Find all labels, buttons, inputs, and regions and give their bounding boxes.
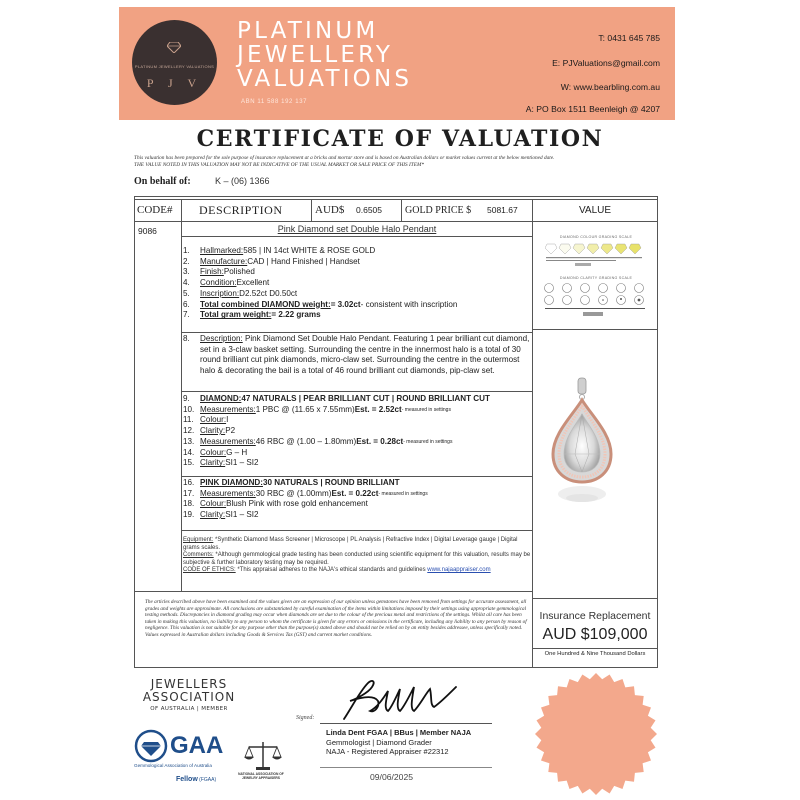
line-number: 17.: [183, 488, 195, 498]
signer-title: Gemmologist | Diamond Grader: [326, 738, 432, 747]
list-item: [183, 405, 531, 416]
clarity-grading-scale: [543, 282, 647, 318]
line-number: 19.: [183, 510, 195, 520]
testing-notes: [183, 537, 531, 575]
email-address: E: PJValuations@gmail.com: [552, 58, 660, 68]
field-value: SI1 – SI2: [225, 510, 259, 520]
field-note: - consistent with inscription: [360, 299, 458, 309]
value-image-border: [533, 598, 657, 599]
list-item: [183, 510, 531, 521]
field-value: 585 | IN 14ct WHITE & ROSE GOLD: [243, 246, 376, 255]
disclaimer-text: The articles described above have been examined and the values given are an expression of our opinion unless gemstones have been removed from settings for accurate assessment, all grades and weights are approximate. All conclusions are substantiated by careful examination of the items within limitations imposed by their settings using appropriate gemmological testing methods. Discrepancies in diamond grading may occur when diamonds are set due to the colour of the precious metal and restrictions of the settings. Whilst all care has been taken in making this valuation, no liability to any person to whom the certificate is given for any errors or omissions in the certificate, including any liability to any person by reason of negligence. This valuation is not suitable for any purpose other than the purpose(s) stated above and should not be relied on by an entity besides addressee, unless specifically noted. Values expressed in Australian dollars including Goods & Services Tax (GST) and current market conditions.: [145, 599, 527, 638]
code-header: CODE#: [137, 204, 173, 216]
line-number: 8.: [183, 334, 190, 343]
line-number: 6.: [183, 299, 190, 309]
line-number: 12.: [183, 426, 195, 436]
group2-border: [182, 391, 532, 392]
field-value: I: [226, 415, 229, 425]
gaa-diamond-icon: [134, 729, 168, 763]
equipment-text: *Synthetic Diamond Mass Screener | Microscope | PL Analysis | Refractive Index | Digital Leverage gauge | Digital grams scales.: [183, 537, 518, 551]
signed-label: Signed:: [296, 715, 315, 721]
fellow-label: [176, 776, 216, 783]
table-right-border: [657, 196, 658, 668]
field-estimate: Est. = 0.22ct: [331, 488, 379, 498]
field-value: D2.52ct D0.50ct: [239, 288, 298, 298]
group1-border: [182, 332, 532, 333]
field-label: Total gram weight:: [200, 310, 272, 320]
signer-registration: NAJA - Registered Appraiser #22312: [326, 747, 449, 756]
pendant-photo: [545, 376, 619, 516]
field-label: Colour:: [200, 447, 227, 457]
clarity-scale-title: DIAMOND CLARITY GRADING SCALE: [559, 276, 633, 280]
intro-statement: [134, 155, 664, 169]
signer-name: Linda Dent FGAA | BBus | Member NAJA: [326, 728, 472, 737]
line-number: 1.: [183, 246, 190, 255]
abn-number: ABN 11 588 192 137: [241, 99, 308, 105]
behalf-label: On behalf of:: [134, 176, 191, 187]
line-number: 9.: [183, 394, 190, 403]
phone-number: T: 0431 645 785: [598, 33, 660, 43]
list-item: [183, 489, 531, 500]
item-title: Pink Diamond set Double Halo Pendant: [277, 224, 437, 234]
fellow-text: Fellow: [176, 776, 198, 783]
field-label: Clarity:: [200, 458, 226, 468]
ethics-label: CODE OF ETHICS:: [183, 567, 236, 574]
field-value: SI1 – SI2: [225, 458, 259, 468]
field-label: Hallmarked:: [200, 246, 244, 255]
list-item: [183, 394, 531, 405]
field-value: 46 RBC @ (1.00 – 1.80mm): [255, 436, 357, 446]
colour-grading-scale: [545, 241, 645, 267]
insurance-value: AUD $109,000: [542, 626, 648, 643]
logo-caption: PLATINUM JEWELLERY VALUATIONS: [134, 64, 215, 69]
field-label: Measurements:: [200, 436, 256, 446]
line-number: 3.: [183, 267, 190, 277]
company-name-line3: VALUATIONS: [237, 66, 413, 92]
item-details: [183, 246, 531, 321]
line-number: 4.: [183, 278, 190, 288]
list-item: [183, 257, 531, 268]
diamond-details: [183, 394, 531, 469]
ethics-note: [183, 567, 531, 575]
field-label: Condition:: [200, 278, 237, 288]
field-value: 47 NATURALS | PEAR BRILLIANT CUT | ROUND BRILLIANT CUT: [241, 394, 490, 403]
list-item: [183, 478, 531, 489]
gold-price-label: GOLD PRICE $: [405, 205, 472, 216]
company-name-line2: JEWELLERY: [237, 42, 394, 68]
company-name: [237, 19, 412, 91]
table-left-border: [134, 196, 135, 668]
comments-label: Comments:: [183, 552, 214, 559]
certificate-title: CERTIFICATE OF VALUATION: [196, 126, 604, 152]
description-header: DESCRIPTION: [199, 203, 283, 217]
header-divider-gold: [401, 199, 402, 221]
notes-bottom-border: [134, 591, 532, 592]
naja-full-name: NATIONAL ASSOCIATION OF JEWELRY APPRAISERS: [238, 772, 284, 780]
description-text: [200, 334, 530, 377]
diamond-icon: [167, 42, 181, 53]
gaa-full-name: Gemmological Association of Australia: [134, 763, 212, 768]
field-label: Total combined DIAMOND weight:: [200, 299, 331, 309]
company-logo: [132, 20, 217, 105]
ja-logo-line1: JEWELLERS: [150, 677, 228, 691]
line-number: 11.: [183, 415, 194, 425]
line-number: 18.: [183, 499, 195, 509]
comments-note: [183, 552, 531, 567]
list-item: [183, 499, 531, 510]
naja-scales-icon: [243, 739, 283, 771]
website-address: W: www.bearbling.com.au: [560, 82, 660, 92]
line-number: 10.: [183, 404, 195, 414]
insurance-divider: [533, 648, 657, 649]
field-label: Description:: [200, 334, 243, 343]
field-estimate: Est. = 2.52ct: [354, 404, 402, 414]
header-divider-aud: [311, 199, 312, 221]
field-label: Manufacture:: [200, 256, 248, 266]
field-value: 30 NATURALS | ROUND BRILLIANT: [262, 478, 400, 487]
field-value: Excellent: [236, 278, 270, 288]
line-number: 14.: [183, 447, 195, 457]
insurance-label: Insurance Replacement: [539, 610, 651, 622]
field-label: Measurements:: [200, 404, 256, 414]
line-number: 16.: [183, 478, 195, 487]
fellow-sub: (FGAA): [197, 777, 217, 783]
naja-link[interactable]: www.najaappraiser.com: [427, 567, 491, 574]
aud-value: 0.6505: [356, 205, 382, 215]
ja-logo-line3: OF AUSTRALIA | MEMBER: [150, 706, 228, 712]
header-bottom-border: [134, 221, 658, 222]
gaa-text: GAA: [170, 732, 224, 759]
field-label: Colour:: [200, 415, 227, 425]
list-item: [183, 300, 531, 311]
code-column-border: [181, 199, 182, 591]
valuation-date: 09/06/2025: [370, 772, 414, 782]
field-label: Measurements:: [200, 488, 256, 498]
intro-line-1: This valuation has been prepared for the sole purpose of insurance replacement at a bricks and mortar store and is based on Australian dollars or market values current at the below mentioned date.: [134, 155, 555, 161]
field-label: DIAMOND:: [200, 394, 242, 403]
intro-line-2: THE VALUE NOTED IN THIS VALUATION MAY NOT BE INDICATIVE OF THE USUAL MARKET OR SALE PRICE OF THIS ITEM*: [134, 162, 425, 168]
list-item: [183, 278, 531, 289]
field-value: 1 PBC @ (11.65 x 7.55mm): [255, 404, 355, 414]
date-line: [320, 767, 492, 768]
table-top-border: [134, 196, 658, 197]
list-item: [183, 458, 531, 469]
comments-text: *Although gemmological grade testing has been conducted using scientific equipment for this valuation, results may be subjective & further laboratory testing may be required.: [183, 552, 531, 566]
list-item: [183, 415, 531, 426]
field-label: PINK DIAMOND:: [200, 478, 263, 487]
insurance-value-words: One Hundred & Nine Thousand Dollars: [544, 651, 646, 657]
field-value: CAD | Hand Finished | Handset: [247, 256, 360, 266]
line-number: 2.: [183, 256, 190, 266]
pink-diamond-details: [183, 478, 531, 521]
list-item: [183, 437, 531, 448]
ja-logo-line2: ASSOCIATION: [142, 690, 236, 704]
line-number: 5.: [183, 288, 190, 298]
field-label: Finish:: [200, 267, 224, 277]
title-row-border: [182, 236, 532, 237]
table-bottom-border: [134, 667, 658, 668]
field-estimate: Est. = 0.28ct: [356, 436, 404, 446]
header-top-border: [134, 199, 658, 200]
field-value: = 3.02ct: [330, 299, 361, 309]
aud-label: AUD$: [315, 204, 345, 216]
field-label: Clarity:: [200, 426, 226, 436]
company-name-line1: PLATINUM: [237, 18, 379, 44]
line-number: 13.: [183, 436, 195, 446]
field-note: - measured in settings: [378, 490, 428, 497]
letterhead-banner: [119, 7, 675, 120]
behalf-value: K – (06) 1366: [215, 176, 270, 186]
field-label: Inscription:: [200, 288, 240, 298]
list-item: [183, 289, 531, 300]
signature-line: [320, 723, 492, 724]
field-value: Pink Diamond Set Double Halo Pendant. Featuring 1 pear brilliant cut diamond, set in a 3-claw basket setting. Surrounding the centre in the innermost halo is a total of 30 round brilliant cut pink diamonds, micro-claw set. Surrounding the centre in the outermost halo & decorating the bail is a total of 46 round brilliant cut diamonds, pip-claw set.: [200, 334, 530, 376]
field-value: Polished: [223, 267, 255, 277]
postal-address: A: PO Box 1511 Beenleigh @ 4207: [525, 104, 660, 114]
list-item: [183, 448, 531, 459]
logo-letters: P J V: [146, 76, 203, 90]
value-scales-border: [533, 329, 657, 330]
value-header: VALUE: [578, 205, 612, 216]
company-seal: [534, 672, 658, 796]
field-value: 30 RBC @ (1.00mm): [255, 488, 332, 498]
equipment-label: Equipment:: [183, 537, 214, 543]
field-label: Clarity:: [200, 510, 226, 520]
list-item: [183, 246, 531, 257]
group3-border: [182, 476, 532, 477]
colour-scale-title: DIAMOND COLOUR GRADING SCALE: [559, 235, 633, 239]
list-item: [183, 310, 531, 321]
appraiser-signature: [334, 677, 464, 722]
field-value: P2: [225, 426, 236, 436]
line-number: 7.: [183, 310, 190, 320]
field-value: = 2.22 grams: [271, 310, 321, 320]
item-description: [183, 334, 531, 377]
equipment-note: [183, 537, 531, 552]
group4-border: [182, 530, 532, 531]
field-value: Blush Pink with rose gold enhancement: [226, 499, 368, 509]
field-value: G – H: [226, 447, 248, 457]
field-label: Colour:: [200, 499, 227, 509]
field-note: - measured in settings: [401, 406, 451, 413]
line-number: 15.: [183, 458, 195, 468]
ethics-text: *This appraisal adheres to the NAJA's ethical standards and guidelines: [235, 567, 428, 574]
gold-price-value: 5081.67: [487, 205, 518, 215]
item-code: 9086: [138, 226, 157, 236]
list-item: [183, 267, 531, 278]
field-note: - measured in settings: [403, 438, 453, 445]
list-item: [183, 426, 531, 437]
